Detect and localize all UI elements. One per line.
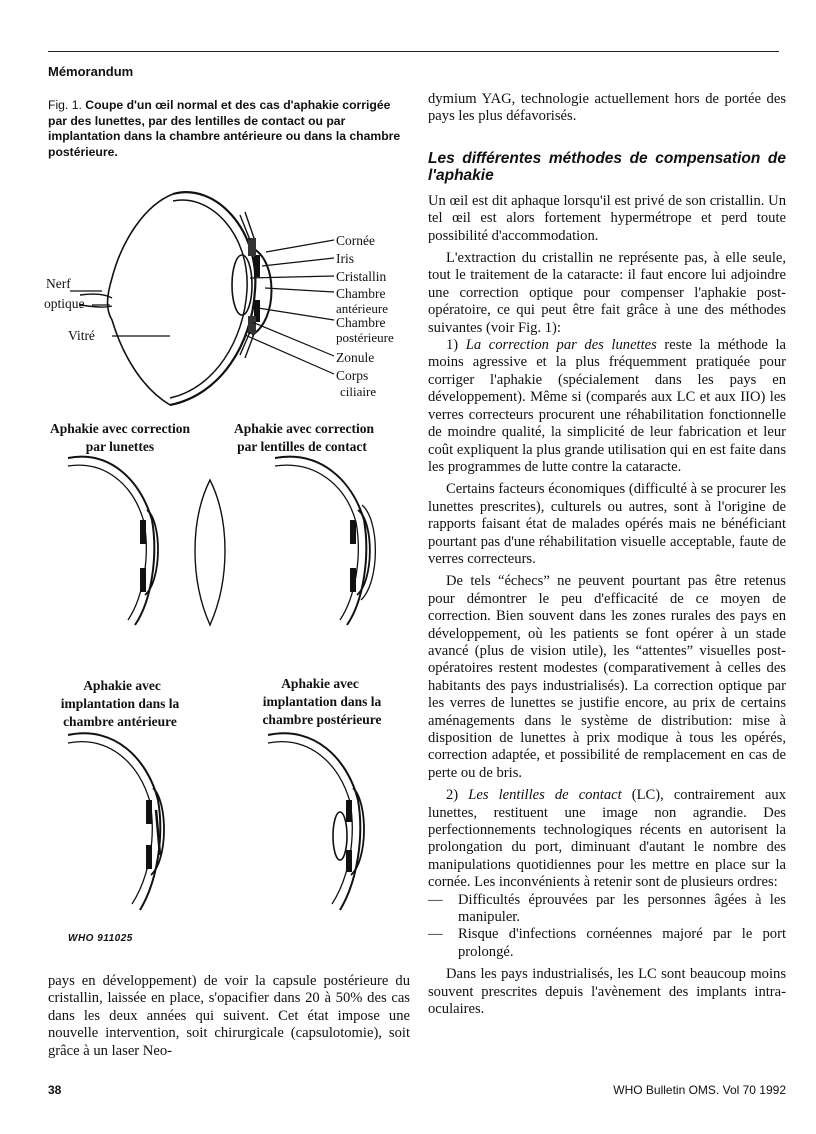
para-3 — [428, 337, 786, 476]
spectacle-lens — [195, 480, 225, 625]
para-5: De tels “échecs” ne peuvent pourtant pas être retenus pour démontrer le peu d'efficacité de ce moyen de correction. Bien souvent dans les zones rurales des pays en développement, où les patients se font opérer à un stade avancé (plus de vision utile), les “attentes” visuelles post-opératoires restent modestes (comparativement à celles des habitants des pays industrialisés). La correction optique par les verres de lunettes se justifie encore, au prix de certains aménagements dans le système de distribution: mise à disposition de lunettes à prix modique à tous les opérés, correction adaptée, et possibilité de remplacement en cas de perte ou de bris. — [428, 573, 786, 781]
panel-ant-title-2: implantation dans la — [60, 696, 180, 711]
pc-implant — [333, 812, 347, 860]
para-3-rest: reste la méthode la moins agressive et la plus fréquemment pratiquée pour corriger l'aphakie (spécialement dans les pays en développement). Même si (comparés aux LC et aux IIO) les verres correcteurs procurent une réhabilitation fonctionnelle de moindre qualité, la simplicité de leur fabrication et leur coût expliquent la plus grande utilisation qui en est faite dans les programmes de lutte contre la cataracte. — [428, 337, 786, 475]
para-3-em: La correction par des lunettes — [465, 337, 657, 354]
section-label: Mémorandum — [48, 64, 134, 79]
list-item — [428, 926, 786, 961]
panel-ant-title-3: chambre antérieure — [63, 714, 177, 729]
panel-post-eye — [268, 733, 364, 910]
label-chambre-ant-1: Chambre — [336, 286, 386, 301]
figure-caption-prefix: Fig. 1. — [48, 98, 82, 112]
normal-eye-diagram — [80, 192, 272, 405]
list-item — [428, 892, 786, 927]
label-corps-2: ciliaire — [340, 384, 377, 399]
figure-caption — [48, 98, 410, 160]
panel-lentilles-title-2: par lentilles de contact — [237, 439, 367, 454]
figure-caption-text: Coupe d'un œil normal et des cas d'aphakie corrigée par des lunettes, par des lentilles de contact ou par implantation dans la chambre antérieure ou dans la chambre postérieure. — [48, 98, 401, 159]
para-2: L'extraction du cristallin ne représente pas, à elle seule, tout le traitement de la cataracte: il faut encore lui adjoindre une correction optique pour compenser l'aphakie post-opératoire, ce qui peut être fait grâce à une des méthodes suivantes (voir Fig. 1): — [428, 250, 786, 336]
label-zonule: Zonule — [336, 350, 375, 365]
label-chambre-post-2: postérieure — [336, 330, 394, 345]
label-iris: Iris — [336, 251, 354, 266]
panel-ant-eye — [68, 733, 164, 910]
label-cristallin: Cristallin — [336, 269, 387, 284]
header-rule — [48, 51, 779, 52]
para-6-num: 2) — [446, 787, 469, 804]
list-item-text: Risque d'infections cornéennes majoré par le port prolongé. — [458, 926, 786, 960]
eye-figure — [40, 160, 420, 940]
page-number: 38 — [48, 1083, 62, 1097]
label-corps-1: Corps — [336, 368, 369, 383]
label-nerf-2: optique — [44, 296, 85, 311]
panel-lentilles-eye — [275, 457, 375, 625]
para-4: Certains facteurs économiques (difficulté à se procurer les lunettes prescrites), culturels ou autres, sont à l'origine de rapports faisant état de malades opérés mais ne bénéficiant pourtant pas d'une réhabilitation visuelle acceptable, faute de verres correcteurs. — [428, 481, 786, 567]
panel-lentilles-title-1: Aphakie avec correction — [234, 421, 374, 436]
section-heading: Les différentes méthodes de compensation de l'aphakie — [428, 149, 786, 185]
list-dash: — — [428, 926, 443, 943]
who-code: WHO 911025 — [68, 933, 133, 944]
label-cornee: Cornée — [336, 233, 375, 248]
left-column-text: pays en développement) de voir la capsule postérieure du cristallin, laissée en place, s'opacifier dans 20 à 50% des cas dans les deux années qui suivent. Cet état impose une nouvelle intervention, soit chirurgicale (capsulotomie), soit grâce à un laser Neo- — [48, 973, 410, 1059]
list-item-text: Difficultés éprouvées par les personnes âgées à les manipuler. — [458, 891, 786, 926]
right-column — [428, 91, 786, 1019]
list-dash: — — [428, 891, 443, 908]
label-nerf-1: Nerf — [46, 276, 71, 291]
journal-name: WHO Bulletin OMS. Vol 70 1992 — [613, 1083, 786, 1097]
para-6 — [428, 787, 786, 891]
panel-ant-title-1: Aphakie avec — [83, 678, 161, 693]
para-7: Dans les pays industrialisés, les LC sont beaucoup moins souvent prescrites depuis l'avènement des implants intra-oculaires. — [428, 966, 786, 1018]
para-continued: dymium YAG, technologie actuellement hors de portée des pays les plus défavorisés. — [428, 91, 786, 125]
panel-post-title-3: chambre postérieure — [262, 712, 382, 727]
para-6-em: Les lentilles de contact — [468, 787, 622, 804]
label-chambre-ant-2: antérieure — [336, 301, 388, 316]
para-6-rest: (LC), contrairement aux lunettes, restituent une image non agrandie. Des perfectionnements technologiques récents en autorisent la prolongation du port, diminuant d'autant le nombre des manipulations quotidiennes pour les mettre en place sur la cornée. Les inconvénients à retenir sont de plusieurs ordres: — [428, 787, 786, 891]
label-vitre: Vitré — [68, 328, 95, 343]
panel-lunettes-title-1: Aphakie avec correction — [50, 421, 190, 436]
panel-post-title-1: Aphakie avec — [281, 676, 359, 691]
para-3-num: 1) — [446, 337, 466, 354]
panel-lunettes-eye — [68, 457, 225, 625]
panel-post-title-2: implantation dans la — [262, 694, 382, 709]
panel-lunettes-title-2: par lunettes — [85, 439, 155, 454]
para-1: Un œil est dit aphaque lorsqu'il est privé de son cristallin. Un tel œil est alors fortement hypermétrope et perd toute possibilité d'accommodation. — [428, 192, 786, 244]
label-chambre-post-1: Chambre — [336, 315, 386, 330]
